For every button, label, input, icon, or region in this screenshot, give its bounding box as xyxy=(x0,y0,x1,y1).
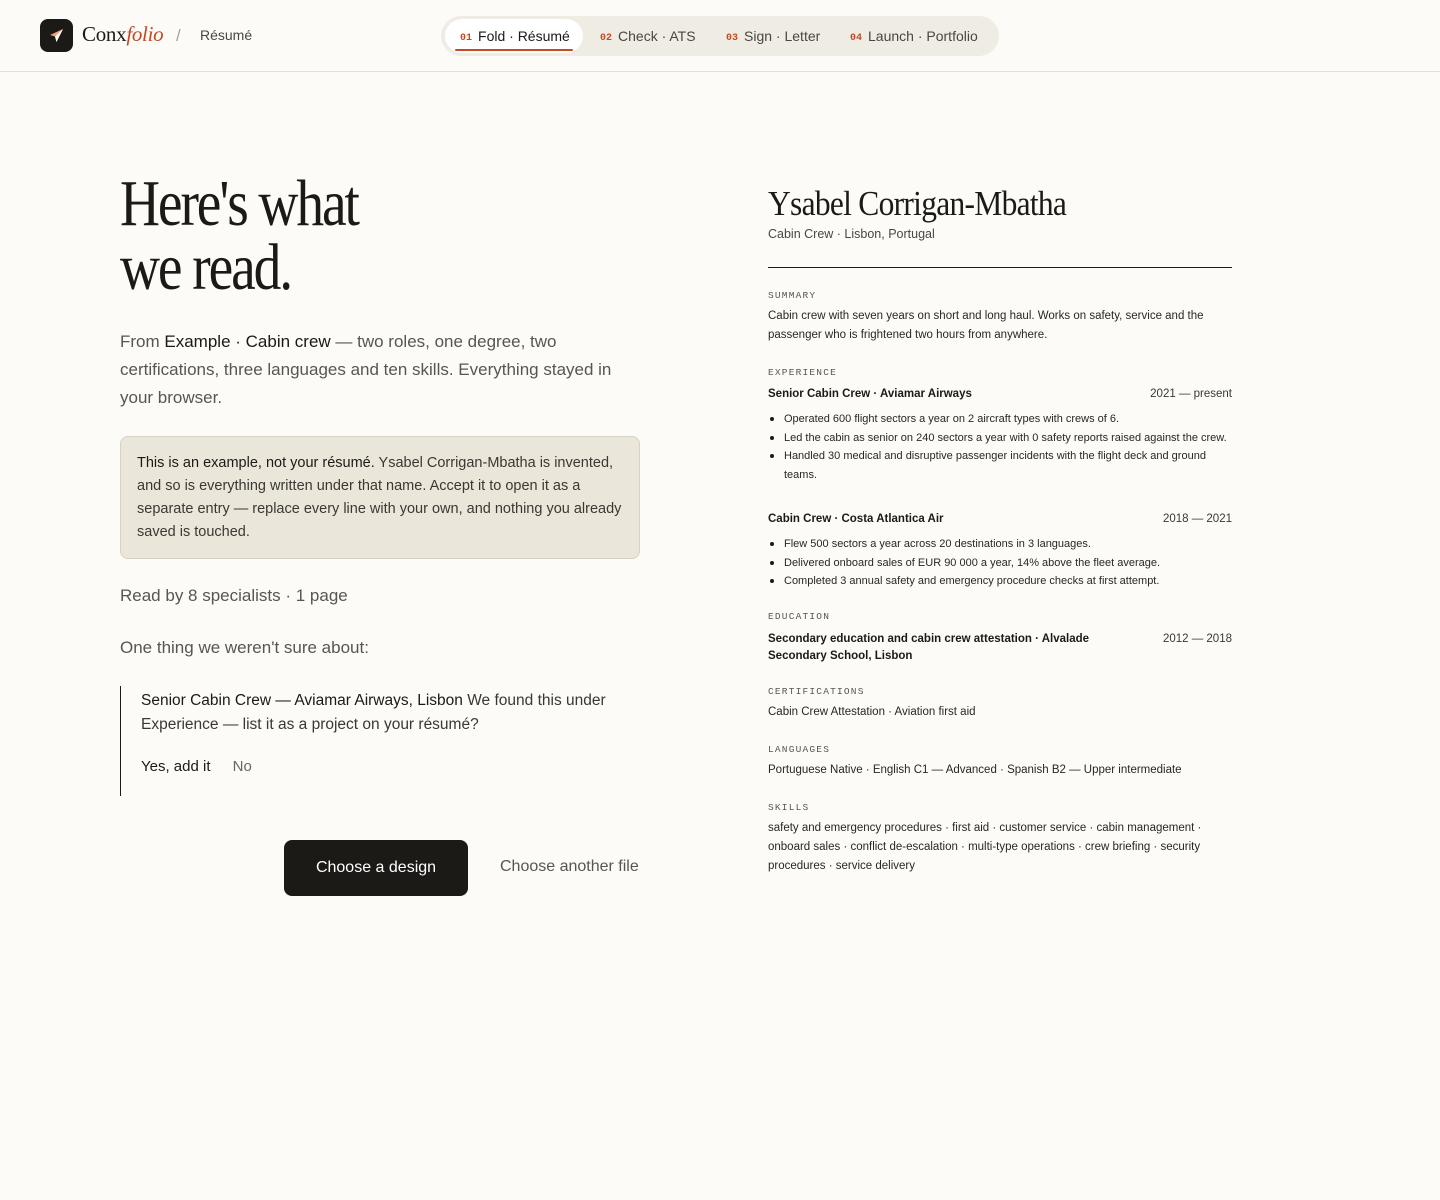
list-item: Operated 600 flight sectors a year on 2 aircraft types with crews of 6. xyxy=(768,410,1232,429)
summary-text: Cabin crew with seven years on short and long haul. Works on safety, service and the passenger who is frightened two hours from anywhere. xyxy=(768,310,1204,341)
step-number: 04 xyxy=(850,33,863,44)
education-entry xyxy=(768,631,1232,665)
list-item: Flew 500 sectors a year across 20 destinations in 3 languages. xyxy=(768,535,1232,554)
step-label: Sign · Letter xyxy=(744,28,821,44)
question-text xyxy=(141,689,640,737)
education-title: Secondary education and cabin crew attestation · Alvalade Secondary School, Lisbon xyxy=(768,633,1090,662)
step-label: Fold · Résumé xyxy=(478,28,570,44)
education-dates: 2012 — 2018 xyxy=(1162,633,1232,645)
notice-strong: This is an example, not your résumé. xyxy=(137,455,375,471)
clarification-question xyxy=(120,686,640,796)
resume-subtitle: Cabin Crew · Lisbon, Portugal xyxy=(768,227,935,241)
top-bar xyxy=(0,0,1440,72)
choose-another-file-link[interactable]: Choose another file xyxy=(500,858,639,875)
job-dates: 2021 — present xyxy=(1150,388,1232,400)
job-bullets xyxy=(768,410,1232,484)
list-item: Led the cabin as senior on 240 sectors a year with 0 safety reports raised against the crew. xyxy=(768,429,1232,448)
list-item: Delivered onboard sales of EUR 90 000 a year, 14% above the fleet average. xyxy=(768,554,1232,573)
choose-design-button[interactable]: Choose a design xyxy=(284,840,468,896)
question-subject: Senior Cabin Crew — Aviamar Airways, Lisbon xyxy=(141,692,463,709)
logo[interactable] xyxy=(40,19,73,52)
tab-launch-portfolio[interactable] xyxy=(839,19,991,53)
example-notice xyxy=(120,436,640,559)
question-body: We found this under Experience — list it as a project on your résumé? xyxy=(141,692,606,733)
breadcrumb-separator: / xyxy=(176,26,181,45)
job-dates: 2018 — 2021 xyxy=(1162,513,1232,525)
title-line-1: Here's what xyxy=(120,167,358,240)
languages-text: Portuguese Native · English C1 — Advanced · Spanish B2 — Upper intermediate xyxy=(768,764,1182,776)
brand-name[interactable] xyxy=(82,22,163,47)
step-number: 02 xyxy=(600,33,613,44)
notice-text: Ysabel Corrigan-Mbatha is invented, and so is everything written under that name. Accept it to open it as a separate entry — replace every line with your own, and nothing you already saved is touched. xyxy=(137,455,622,540)
education-label: EDUCATION xyxy=(768,611,831,622)
languages-label: LANGUAGES xyxy=(768,744,831,755)
tab-sign-letter[interactable] xyxy=(715,19,833,53)
title-line-2: we read. xyxy=(120,231,291,304)
question-actions xyxy=(141,758,640,775)
job-bullets xyxy=(768,535,1232,591)
intro-paragraph xyxy=(120,328,640,412)
paper-plane-icon xyxy=(49,28,64,43)
certifications-label: CERTIFICATIONS xyxy=(768,686,865,697)
resume-name: Ysabel Corrigan-Mbatha xyxy=(768,184,1067,223)
job-title: Cabin Crew · Costa Atlantica Air xyxy=(768,513,944,525)
step-tabs xyxy=(441,16,999,56)
step-label: Launch · Portfolio xyxy=(868,28,978,44)
step-label: Check · ATS xyxy=(618,28,696,44)
intro-rest: — two roles, one degree, two certifications, three languages and ten skills. Everything stayed in your browser. xyxy=(120,332,612,407)
job-entry xyxy=(768,513,1232,525)
breadcrumb-current[interactable]: Résumé xyxy=(200,27,253,43)
certifications-text: Cabin Crew Attestation · Aviation first aid xyxy=(768,706,976,718)
job-entry xyxy=(768,388,1232,400)
read-by-summary: Read by 8 specialists · 1 page xyxy=(120,586,348,605)
experience-label: EXPERIENCE xyxy=(768,367,838,378)
list-item: Handled 30 medical and disruptive passenger incidents with the flight deck and ground teams. xyxy=(768,447,1232,484)
resume-divider xyxy=(768,267,1232,268)
job-title: Senior Cabin Crew · Aviamar Airways xyxy=(768,388,972,400)
tab-fold-resume[interactable] xyxy=(445,19,583,53)
yes-add-button[interactable]: Yes, add it xyxy=(141,758,211,775)
intro-source: Example · Cabin crew xyxy=(164,332,331,351)
uncertainty-heading: One thing we weren't sure about: xyxy=(120,638,369,657)
page-title xyxy=(120,167,473,304)
skills-label: SKILLS xyxy=(768,802,810,813)
skills-text: safety and emergency procedures · first aid · customer service · cabin management · onboard sales · conflict de-escalation · multi-type operations · crew briefing · security procedures · service delivery xyxy=(768,822,1202,872)
no-button[interactable]: No xyxy=(232,758,252,775)
summary-label: SUMMARY xyxy=(768,290,817,301)
intro-prefix: From xyxy=(120,332,165,351)
tab-check-ats[interactable] xyxy=(589,19,707,53)
step-number: 01 xyxy=(460,33,473,44)
list-item: Completed 3 annual safety and emergency procedure checks at first attempt. xyxy=(768,572,1232,591)
brand-suffix: folio xyxy=(126,22,164,46)
step-number: 03 xyxy=(726,33,739,44)
brand-prefix: Conx xyxy=(82,22,127,46)
